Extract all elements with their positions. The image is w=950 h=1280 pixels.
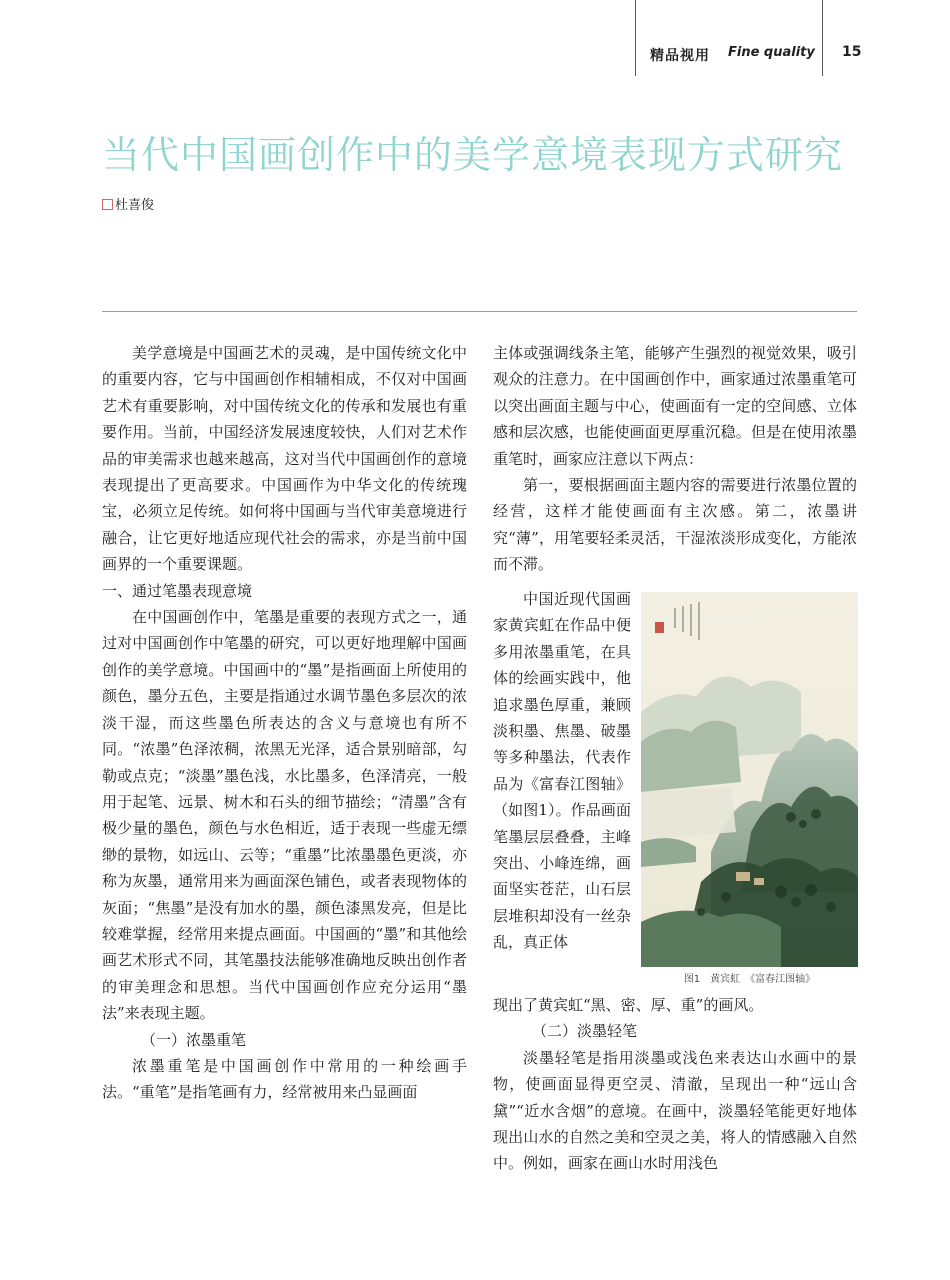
section-heading-1: 一、通过笔墨表现意境 bbox=[102, 581, 253, 600]
figure-caption: 图1 黄宾虹 《富春江图轴》 bbox=[683, 974, 816, 985]
article-title: 当代中国画创作中的美学意境表现方式研究 bbox=[102, 133, 844, 177]
paragraph-light-ink: 淡墨轻笔是指用淡墨或浅色来表达山水画中的景物，使画面显得更空灵、清澈，呈现出一种“远山含黛”“近水含烟”的意境。在画中，淡墨轻笔能更好地体现出山水的自然之美和空灵之美，将人的情感融入自然中。例如，画家在画山水时用浅色 bbox=[493, 1048, 857, 1173]
paragraph-heavy-ink-cont: 主体或强调线条主笔，能够产生强烈的视觉效果，吸引观众的注意力。在中国画创作中，画家通过浓墨重笔可以突出画面主题与中心，使画面有一定的空间感、立体感和层次感，也能使画面更厚重沉稳。但是在使用浓墨重笔时，画家应注意以下两点： bbox=[493, 344, 857, 468]
author-name: 杜喜俊 bbox=[115, 198, 155, 213]
author-marker-icon bbox=[102, 199, 113, 210]
paragraph-two-points: 第一，要根据画面主题内容的需要进行浓墨位置的经营，这样才能使画面有主次感。第二，浓墨讲究“薄”，用笔要轻柔灵活，干湿浓淡形成变化，方能浓而不滞。 bbox=[493, 476, 857, 574]
subsection-heading-1: （一）浓墨重笔 bbox=[141, 1030, 247, 1049]
paragraph-heavy-ink-start: 浓墨重笔是中国画创作中常用的一种绘画手法。“重笔”是指笔画有力，经常被用来凸显画面 bbox=[102, 1056, 467, 1102]
paragraph-huang-binhong-cont: 现出了黄宾虹“黑、密、厚、重”的画风。 bbox=[493, 996, 764, 1014]
landscape-painting-image bbox=[641, 592, 858, 967]
header-rule-right bbox=[822, 0, 823, 76]
header-rule-left bbox=[635, 0, 636, 76]
author-line bbox=[102, 194, 154, 213]
title-divider bbox=[102, 311, 857, 312]
paragraph-intro: 美学意境是中国画艺术的灵魂，是中国传统文化中的重要内容，它与中国画创作相辅相成，不仅对中国画艺术有重要影响，对中国传统文化的传承和发展也有重要作用。当前，中国经济发展速度较快，人们对艺术作品的审美需求也越来越高，这对当代中国画创作的意境表现提出了更高要求。中国画作为中华文化的传统瑰宝，必须立足传统。如何将中国画与当代审美意境进行融合，让它更好地适应现代社会的需求，亦是当前中国画界的一个重要课题。 bbox=[102, 344, 467, 574]
paragraph-huang-binhong: 中国近现代国画家黄宾虹在作品中便多用浓墨重笔，在具体的绘画实践中，他追求墨色厚重，兼顾淡积墨、焦墨、破墨等多种墨法，代表作品为《富春江图轴》（如图1）。作品画面笔墨层层叠叠，主峰突出、小峰连绵，画面坚实苍茫，山石层层堆积却没有一丝杂乱，真正体 bbox=[493, 590, 631, 952]
right-column-wrap bbox=[493, 586, 631, 956]
page-number: 15 bbox=[842, 44, 862, 60]
right-column-bottom bbox=[493, 992, 857, 1177]
figure-painting bbox=[641, 592, 858, 967]
paragraph-ink-methods: 在中国画创作中，笔墨是重要的表现方式之一，通过对中国画创作中笔墨的研究，可以更好地理解中国画创作的美学意境。中国画中的“墨”是指画面上所使用的颜色，墨分五色，主要是指通过水调节墨色多层次的浓淡干湿，而这些墨色所表达的含义与意境也有所不同。“浓墨”色泽浓稠，浓黑无光泽，适合景别暗部，勾勒或点克；“淡墨”墨色浅，水比墨多，色泽清亮，一般用于起笔、远景、树木和石头的细节描绘；“清墨”含有极少量的墨色，颜色与水色相近，适于表现一些虚无缥缈的景物，如远山、云等；“重墨”比浓墨墨色更淡，亦称为灰墨，通常用来为画面深色铺色，或者表现物体的灰面；“焦墨”是没有加水的墨，颜色漆黑发亮，但是比较难掌握，经常用来提点画面。中国画的“墨”和其他绘画艺术形式不同，其笔墨技法能够准确地反映出创作者的审美理念和思想。当代中国画创作应充分运用“墨法”来表现主题。 bbox=[102, 608, 467, 1023]
right-column-top bbox=[493, 340, 857, 578]
header-section-title: 精品视用 bbox=[650, 48, 710, 64]
header-section-english: Fine quality bbox=[728, 45, 815, 60]
subsection-heading-2: （二）淡墨轻笔 bbox=[532, 1022, 638, 1041]
left-column bbox=[102, 340, 467, 1106]
